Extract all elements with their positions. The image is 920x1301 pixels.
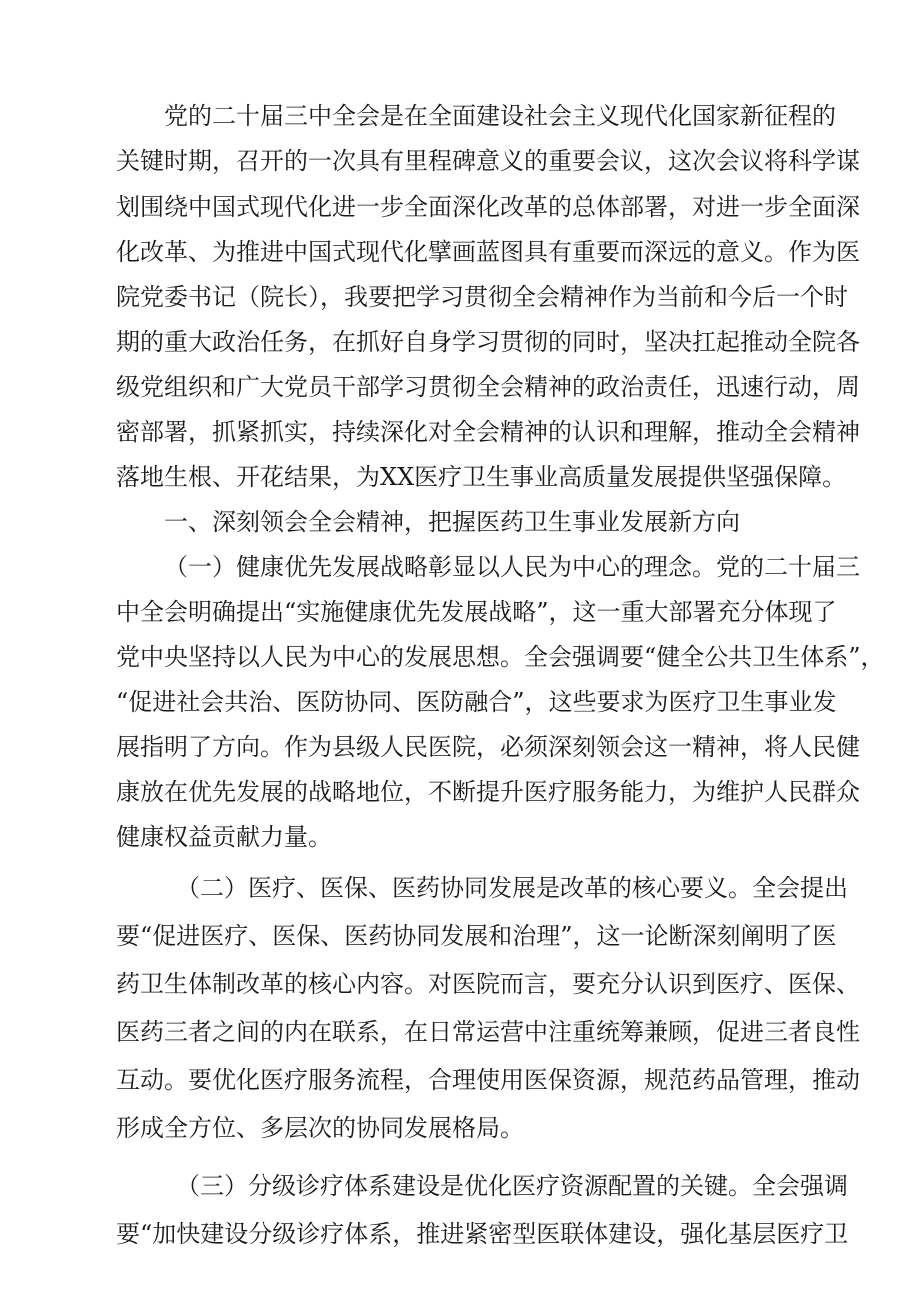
paragraph-line: 党的二十届三中全会是在全面建设社会主义现代化国家新征程的 bbox=[164, 102, 836, 130]
paragraph-line: 形成全方位、多层次的协同发展格局。 bbox=[116, 1114, 524, 1142]
paragraph-line: 落地生根、开花结果，为XX医疗卫生事业高质量发展提供坚强保障。 bbox=[116, 463, 847, 491]
paragraph-line: 关键时期，召开的一次具有里程碑意义的重要会议，这次会议将科学谋 bbox=[116, 147, 860, 175]
paragraph-line: 级党组织和广大党员干部学习贯彻全会精神的政治责任，迅速行动，周 bbox=[116, 373, 860, 401]
paragraph-line: 中全会明确提出“实施健康优先发展战略”，这一重大部署充分体现了 bbox=[116, 598, 837, 626]
paragraph-line: （二）医疗、医保、医药协同发展是改革的核心要义。全会提出 bbox=[176, 874, 848, 902]
paragraph-line: （三）分级诊疗体系建设是优化医疗资源配置的关键。全会强调 bbox=[176, 1172, 848, 1200]
paragraph-line: 互动。要优化医疗服务流程，合理使用医保资源，规范药品管理，推动 bbox=[116, 1066, 860, 1094]
paragraph-line: 要“促进医疗、医保、医药协同发展和治理”，这一论断深刻阐明了医 bbox=[116, 922, 837, 950]
paragraph-line: “促进社会共治、医防协同、医防融合”，这些要求为医疗卫生事业发 bbox=[116, 688, 837, 716]
paragraph-line: 期的重大政治任务，在抓好自身学习贯彻的同时，坚决扛起推动全院各 bbox=[116, 328, 860, 356]
paragraph-line: 康放在优先发展的战略地位，不断提升医疗服务能力，为维护人民群众 bbox=[116, 778, 860, 806]
paragraph-line: 医药三者之间的内在联系，在日常运营中注重统筹兼顾，促进三者良性 bbox=[116, 1018, 860, 1046]
paragraph-line: 党中央坚持以人民为中心的发展思想。全会强调要“健全公共卫生体系”， bbox=[116, 643, 885, 671]
paragraph-line: 展指明了方向。作为县级人民医院，必须深刻领会这一精神，将人民健 bbox=[116, 733, 860, 761]
paragraph-line: 院党委书记（院长），我要把学习贯彻全会精神作为当前和今后一个时 bbox=[116, 283, 848, 311]
section-heading: 一、深刻领会全会精神，把握医药卫生事业发展新方向 bbox=[164, 508, 740, 536]
paragraph-line: 划围绕中国式现代化进一步全面深化改革的总体部署，对进一步全面深 bbox=[116, 193, 860, 221]
paragraph-line: 密部署，抓紧抓实，持续深化对全会精神的认识和理解，推动全会精神 bbox=[116, 418, 860, 446]
paragraph-line: 药卫生体制改革的核心内容。对医院而言，要充分认识到医疗、医保、 bbox=[116, 970, 860, 998]
paragraph-line: 要“加快建设分级诊疗体系，推进紧密型医联体建设，强化基层医疗卫 bbox=[116, 1220, 849, 1248]
paragraph-line: （一）健康优先发展战略彰显以人民为中心的理念。党的二十届三 bbox=[164, 553, 860, 581]
paragraph-line: 化改革、为推进中国式现代化擘画蓝图具有重要而深远的意义。作为医 bbox=[116, 238, 860, 266]
paragraph-line: 健康权益贡献力量。 bbox=[116, 823, 332, 851]
